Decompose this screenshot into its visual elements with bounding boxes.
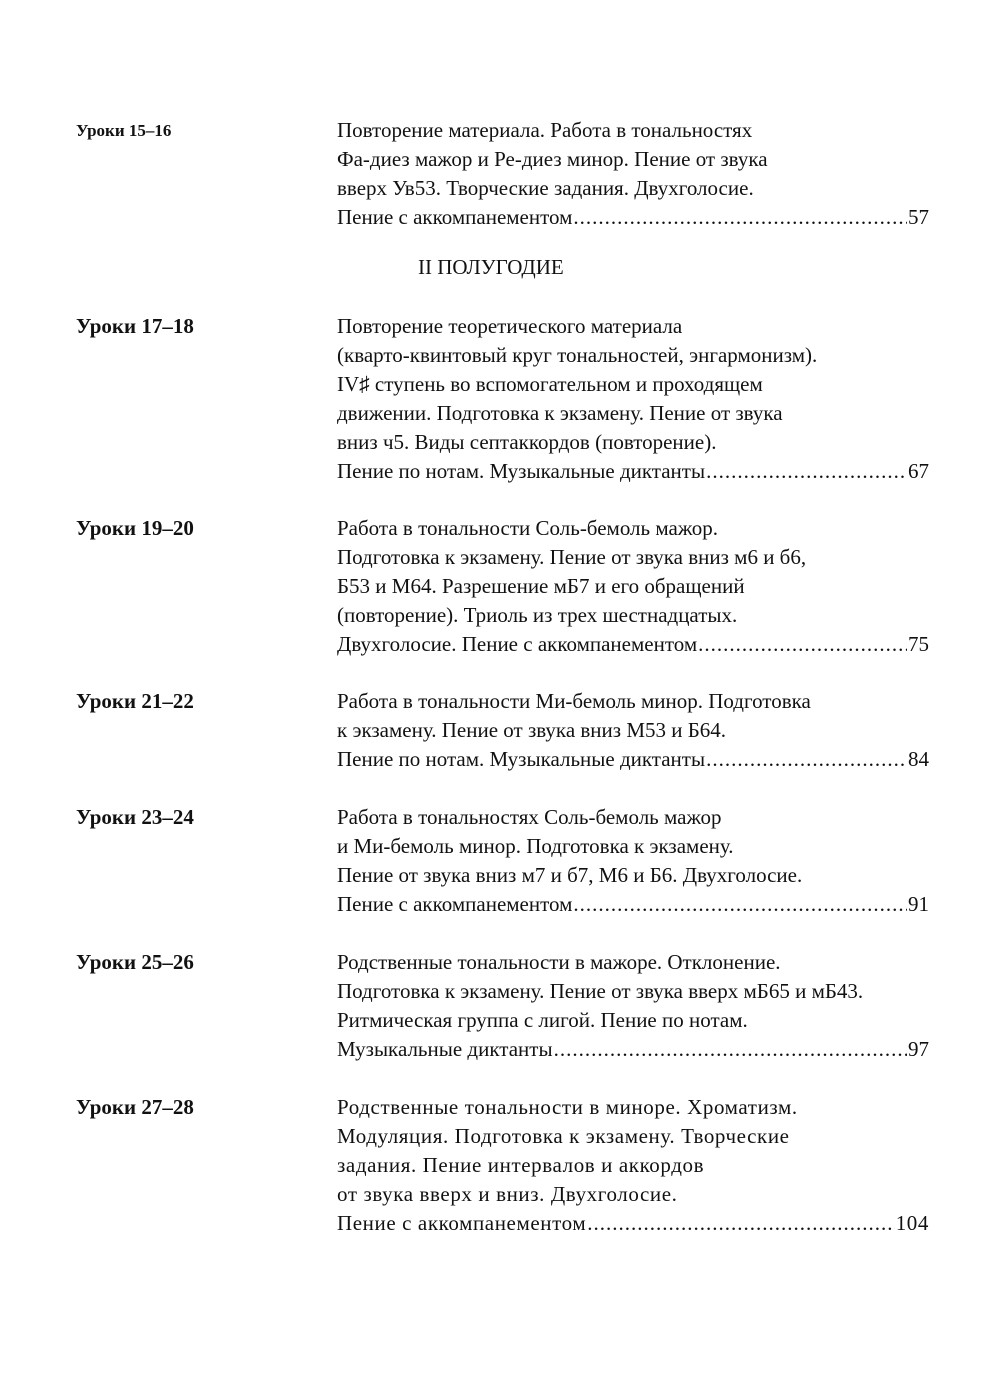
toc-leader-line[interactable] <box>337 745 929 774</box>
description-line: (кварто-квинтовый круг тональностей, энгармонизм). <box>337 343 818 367</box>
lesson-description <box>337 116 929 232</box>
lesson-label: Уроки 23–24 <box>76 805 194 829</box>
lesson-description <box>337 312 929 486</box>
description-line: Модуляция. Подготовка к экзамену. Творческие <box>337 1124 790 1148</box>
page-number[interactable]: 67 <box>908 459 929 483</box>
description-line: и Ми-бемоль минор. Подготовка к экзамену. <box>337 834 734 858</box>
page-number[interactable]: 84 <box>908 747 929 771</box>
toc-leader-line[interactable] <box>337 457 929 486</box>
description-line: от звука вверх и вниз. Двухголосие. <box>337 1182 678 1206</box>
lesson-label: Уроки 25–26 <box>76 950 194 974</box>
description-line: Пение от звука вниз м7 и б7, М6 и Б6. Двухголосие. <box>337 863 803 887</box>
description-line: Родственные тональности в миноре. Хроматизм. <box>337 1095 798 1119</box>
lesson-description <box>337 514 929 659</box>
description-line: Работа в тональности Ми-бемоль минор. Подготовка <box>337 689 811 713</box>
description-line: вниз ч5. Виды септаккордов (повторение). <box>337 430 717 454</box>
lesson-label: Уроки 21–22 <box>76 689 194 713</box>
description-line: Ритмическая группа с лигой. Пение по нотам. <box>337 1008 748 1032</box>
toc-leader-line[interactable] <box>337 1209 929 1238</box>
description-line: вверх Ув53. Творческие задания. Двухголосие. <box>337 176 754 200</box>
description-line: Фа-диез мажор и Ре-диез минор. Пение от звука <box>337 147 768 171</box>
description-line: Повторение материала. Работа в тональностях <box>337 118 753 142</box>
lesson-description <box>337 687 929 774</box>
description-line: Повторение теоретического материала <box>337 314 683 338</box>
description-line: Музыкальные диктанты <box>337 1037 553 1061</box>
page-number[interactable]: 91 <box>908 892 929 916</box>
description-line: Подготовка к экзамену. Пение от звука вверх мБ65 и мБ43. <box>337 979 864 1003</box>
description-line: Двухголосие. Пение с аккомпанементом <box>337 632 698 656</box>
description-line: движении. Подготовка к экзамену. Пение от звука <box>337 401 783 425</box>
lesson-label: Уроки 19–20 <box>76 516 194 540</box>
page-number[interactable]: 97 <box>908 1037 929 1061</box>
description-line: Пение с аккомпанементом <box>337 892 573 916</box>
toc-leader-line[interactable] <box>337 630 929 659</box>
lesson-description <box>337 948 929 1064</box>
description-line: Подготовка к экзамену. Пение от звука вниз м6 и б6, <box>337 545 807 569</box>
description-line: к экзамену. Пение от звука вниз М53 и Б64. <box>337 718 727 742</box>
lesson-description <box>337 803 929 919</box>
dot-leader <box>706 457 907 486</box>
page-number[interactable]: 57 <box>908 205 929 229</box>
description-line: (повторение). Триоль из трех шестнадцатых. <box>337 603 738 627</box>
description-line: Работа в тональности Соль-бемоль мажор. <box>337 516 719 540</box>
description-line: Пение по нотам. Музыкальные диктанты <box>337 459 706 483</box>
dot-leader <box>698 630 907 659</box>
page-number[interactable]: 104 <box>895 1211 929 1235</box>
dot-leader <box>554 1035 907 1064</box>
dot-leader <box>573 890 907 919</box>
description-line: Б53 и М64. Разрешение мБ7 и его обращений <box>337 574 745 598</box>
toc-leader-line[interactable] <box>337 1035 929 1064</box>
section-heading: II ПОЛУГОДИЕ <box>418 255 564 279</box>
page-number[interactable]: 75 <box>908 632 929 656</box>
description-line: IV♯ ступень во вспомогательном и проходящем <box>337 372 763 396</box>
toc-leader-line[interactable] <box>337 890 929 919</box>
description-line: Родственные тональности в мажоре. Отклонение. <box>337 950 781 974</box>
toc-leader-line[interactable] <box>337 203 929 232</box>
description-line: задания. Пение интервалов и аккордов <box>337 1153 705 1177</box>
lesson-label: Уроки 15–16 <box>76 121 172 140</box>
description-line: Пение с аккомпанементом <box>337 1211 587 1235</box>
description-line: Пение с аккомпанементом <box>337 205 573 229</box>
dot-leader <box>587 1209 894 1238</box>
dot-leader <box>573 203 907 232</box>
lesson-description <box>337 1093 929 1238</box>
lesson-label: Уроки 27–28 <box>76 1095 194 1119</box>
description-line: Работа в тональностях Соль-бемоль мажор <box>337 805 722 829</box>
lesson-label: Уроки 17–18 <box>76 314 194 338</box>
dot-leader <box>706 745 907 774</box>
description-line: Пение по нотам. Музыкальные диктанты <box>337 747 706 771</box>
